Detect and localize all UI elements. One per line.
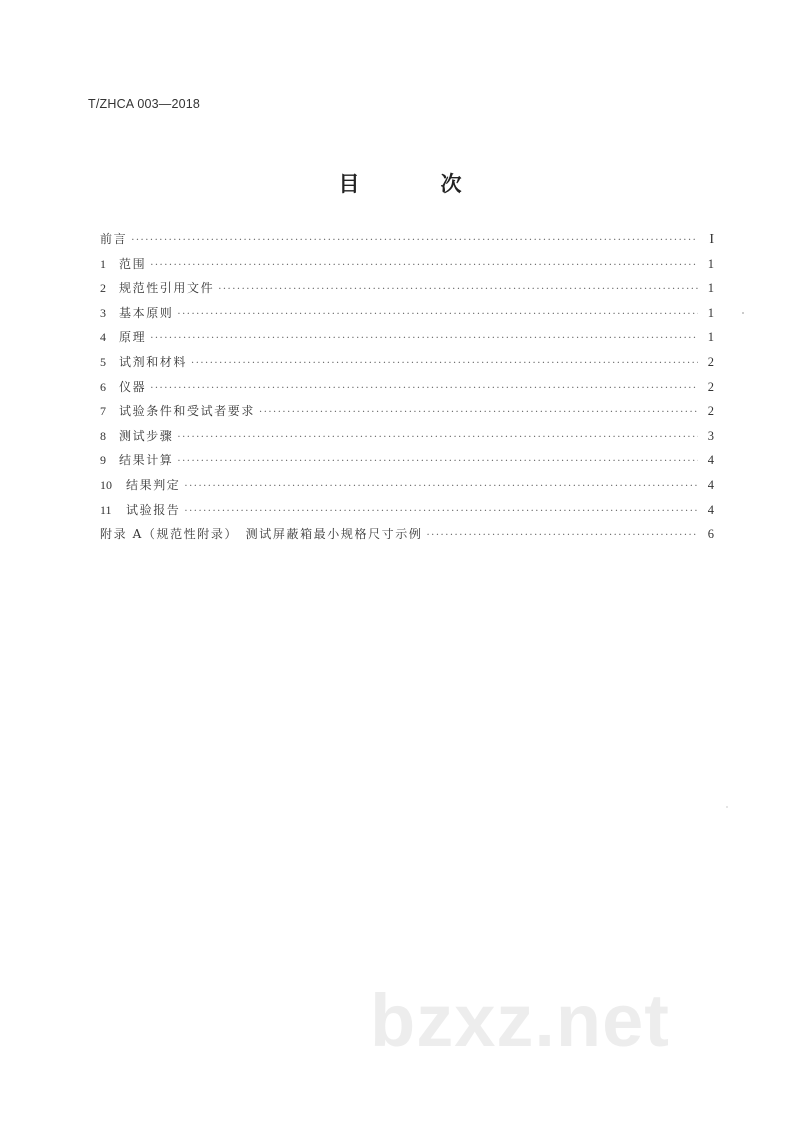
scan-speck (742, 312, 744, 314)
toc-entry-6[interactable] (100, 378, 714, 403)
toc-entry-page: 2 (707, 404, 714, 419)
toc-entry-page: 4 (707, 453, 714, 468)
toc-leader-dots (177, 432, 698, 443)
toc-entry-number: 3 (100, 305, 106, 320)
toc-entry-page: 1 (707, 330, 714, 345)
toc-entry-page: 4 (707, 477, 714, 492)
toc-entry-label: 范围 (119, 256, 147, 271)
toc-entry-page: 1 (707, 281, 714, 296)
toc-leader-dots (218, 284, 698, 295)
toc-entry-number: 7 (100, 404, 106, 419)
toc-entry-number: 4 (100, 330, 106, 345)
toc-entry-label: 试验条件和受试者要求 (119, 404, 256, 419)
toc-entry-page: 6 (707, 527, 714, 542)
toc-entry-label: 附录 A（规范性附录） 测试屏蔽箱最小规格尺寸示例 (100, 527, 423, 542)
toc-entry-label: 测试步骤 (119, 428, 174, 443)
document-code: T/ZHCA 003—2018 (88, 97, 201, 111)
toc-leader-dots (259, 407, 698, 418)
toc-entry-10[interactable] (100, 476, 714, 501)
toc-entry-4[interactable] (100, 328, 714, 353)
toc-entry-number: 9 (100, 453, 106, 468)
toc-entry-number: 8 (100, 428, 106, 443)
toc-entry-label: 试验报告 (126, 502, 181, 517)
toc-entry-label: 原理 (119, 330, 147, 345)
toc-entry-page: 1 (707, 305, 714, 320)
toc-entry-7[interactable] (100, 402, 714, 427)
toc-entry-page: 1 (707, 256, 714, 271)
watermark: bzxz.net (370, 979, 670, 1062)
toc-title: 目 次 (338, 171, 492, 196)
toc-leader-dots (150, 383, 698, 394)
toc-entry-page: 2 (707, 379, 714, 394)
toc-entry-annex-a[interactable] (100, 525, 714, 550)
toc-leader-dots (177, 309, 698, 320)
toc-entry-label: 结果判定 (126, 477, 181, 492)
toc-entry-label: 仪器 (119, 379, 147, 394)
table-of-contents (100, 230, 714, 550)
toc-entry-number: 11 (100, 502, 112, 517)
toc-leader-dots (191, 358, 698, 369)
toc-entry-label: 规范性引用文件 (119, 281, 215, 296)
toc-entry-label: 前言 (100, 232, 128, 246)
toc-entry-number: 10 (100, 477, 112, 492)
toc-entry-foreword[interactable] (100, 230, 714, 255)
toc-leader-dots (150, 260, 698, 271)
toc-entry-8[interactable] (100, 427, 714, 452)
toc-leader-dots (131, 235, 698, 246)
toc-entry-label: 基本原则 (119, 305, 174, 320)
toc-entry-3[interactable] (100, 304, 714, 329)
toc-leader-dots (184, 506, 698, 517)
toc-leader-dots (150, 333, 698, 344)
toc-entry-9[interactable] (100, 451, 714, 476)
toc-entry-page: I (709, 232, 714, 247)
toc-leader-dots (177, 456, 698, 467)
toc-entry-number: 5 (100, 354, 106, 369)
toc-entry-number: 1 (100, 256, 106, 271)
toc-entry-5[interactable] (100, 353, 714, 378)
toc-entry-label: 结果计算 (119, 453, 174, 468)
toc-entry-1[interactable] (100, 255, 714, 280)
toc-entry-page: 2 (707, 354, 714, 369)
toc-entry-number: 6 (100, 379, 106, 394)
scan-speck (726, 806, 728, 808)
toc-leader-dots (426, 530, 698, 541)
toc-entry-label: 试剂和材料 (119, 354, 188, 369)
toc-entry-11[interactable] (100, 501, 714, 526)
toc-entry-page: 4 (707, 502, 714, 517)
toc-entry-number: 2 (100, 281, 106, 296)
toc-entry-page: 3 (707, 428, 714, 443)
toc-leader-dots (184, 481, 698, 492)
toc-entry-2[interactable] (100, 279, 714, 304)
